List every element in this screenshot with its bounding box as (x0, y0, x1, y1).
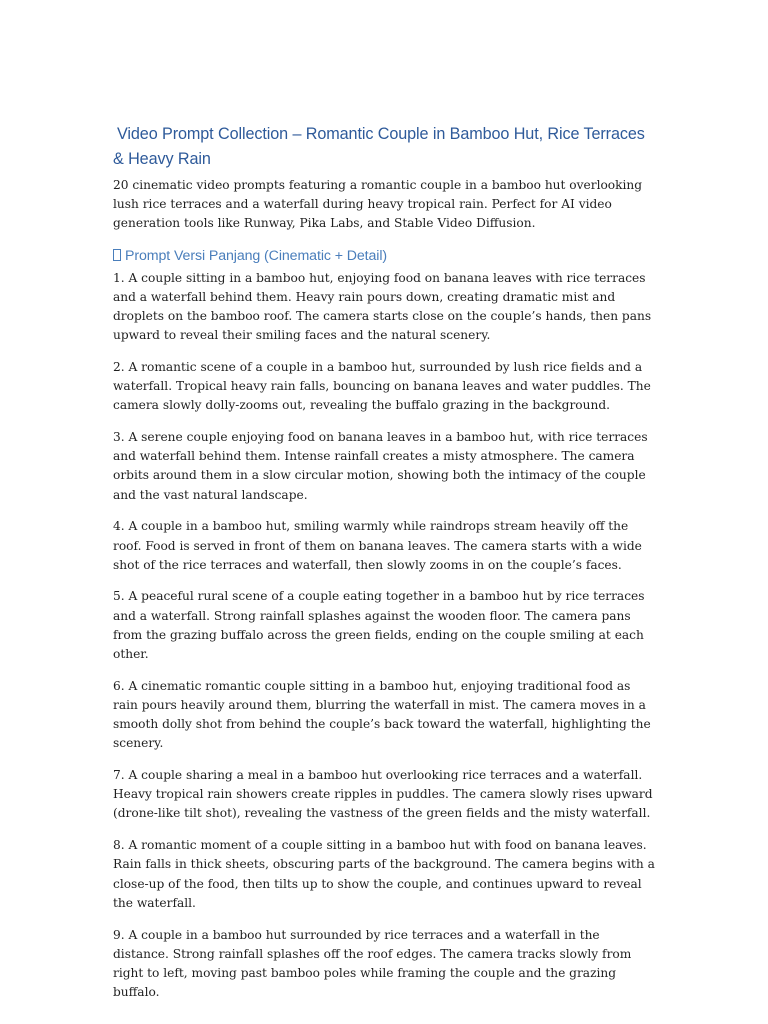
prompt-item-6: 6. A cinematic romantic couple sitting in a bamboo hut, enjoying traditional food as rain pours heavily around them, blurring the waterfall in mist. The camera moves in a smooth dolly shot from behind the couple’s back toward the waterfall, highlighting the scenery. (113, 678, 651, 751)
prompt-item-3: 3. A serene couple enjoying food on banana leaves in a bamboo hut, with rice terraces and waterfall behind them. Intense rainfall creates a misty atmosphere. The camera orbits around them in a slow circular motion, showing both the intimacy of the couple and the vast natural landscape. (113, 430, 648, 502)
section-heading-text: Prompt Versi Panjang (Cinematic + Detail) (125, 247, 388, 264)
document-page (113, 122, 658, 1015)
prompt-item-5: 5. A peaceful rural scene of a couple eating together in a bamboo hut by rice terraces and a waterfall. Strong rainfall splashes against the wooden floor. The camera pans from the grazing buffalo across the green fields, ending on the couple smiling at each other. (113, 589, 645, 662)
missing-glyph-icon (113, 249, 121, 261)
document-title (113, 122, 658, 172)
section-heading (113, 246, 658, 266)
intro-paragraph: 20 cinematic video prompts featuring a romantic couple in a bamboo hut overlooking lush rice terraces and a waterfall during heavy tropical rain. Perfect for AI video generation tools like Runway, Pika Labs, and Stable Video Diffusion. (113, 178, 643, 231)
prompt-item-8: 8. A romantic moment of a couple sitting in a bamboo hut with food on banana leaves. Rain falls in thick sheets, obscuring parts of the background. The camera begins with a close-up of the food, then tilts up to show the couple, and continues upward to reveal the waterfall. (113, 838, 655, 910)
prompt-item-7: 7. A couple sharing a meal in a bamboo hut overlooking rice terraces and a waterfall. Heavy tropical rain showers create ripples in puddles. The camera slowly rises upward (drone-like tilt shot), revealing the vastness of the green fields and the misty waterfall. (113, 768, 653, 821)
prompt-item-9: 9. A couple in a bamboo hut surrounded by rice terraces and a waterfall in the distance. Strong rainfall splashes off the roof edges. The camera tracks slowly from right to left, moving past bamboo poles while framing the couple and the grazing buffalo. (113, 927, 632, 1000)
document-title-text: Video Prompt Collection – Romantic Couple in Bamboo Hut, Rice Terraces & Heavy Rain (113, 125, 645, 168)
prompt-item-1: 1. A couple sitting in a bamboo hut, enjoying food on banana leaves with rice terraces and a waterfall behind them. Heavy rain pours down, creating dramatic mist and droplets on the bamboo roof. The camera starts close on the couple’s hands, then pans upward to reveal their smiling faces and the natural scenery. (113, 270, 652, 343)
prompt-item-2: 2. A romantic scene of a couple in a bamboo hut, surrounded by lush rice fields and a waterfall. Tropical heavy rain falls, bouncing on banana leaves and water puddles. The camera slowly dolly-zooms out, revealing the buffalo grazing in the background. (113, 359, 651, 413)
prompt-item-4: 4. A couple in a bamboo hut, smiling warmly while raindrops stream heavily off the roof. Food is served in front of them on banana leaves. The camera starts with a wide shot of the rice terraces and waterfall, then slowly zooms in on the couple’s faces. (113, 519, 642, 572)
